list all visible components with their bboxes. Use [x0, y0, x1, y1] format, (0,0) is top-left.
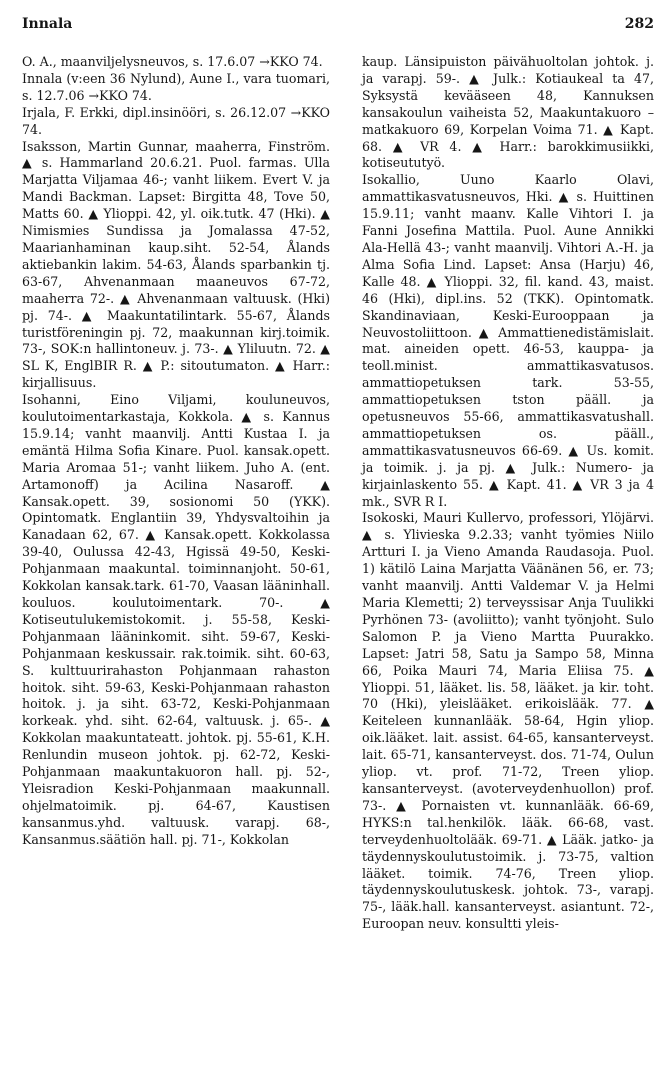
page-header	[22, 16, 654, 40]
right-column	[362, 54, 654, 933]
entry: Isaksson, Martin Gunnar, maaherra, Finström. ▲ s. Hammarland 20.6.21. Puol. farmas. Ulla Marjatta Viljamaa 46-; vanht liikem. Evert V. ja Mandi Backman. Lapset: Birgitta 48, Tove 50, Matts 60. ▲ Ylioppi. 42, yl. oik.tutk. 47 (Hki). ▲ Nimismies Sundissa ja Jomalassa 47-52, Maarianhaminan kaup.siht. 52-54, Ålands aktiebankin lakim. 54-63, Ålands sparbankin tj. 63-67, Ahvenanmaan maaneuvos 67-72, maaherra 72-. ▲ Ahvenanmaan valtuusk. (Hki) pj. 74-. ▲ Maakuntatilintark. 55-67, Ålands turistföreningin pj. 72, maakunnan kirj.toimik. 73-, SOK:n hallintoneuv. j. 73-. ▲ Yliluutn. 72. ▲ SL K, EnglBIR R. ▲ P.: sitoutumaton. ▲ Harr.: kirjallisuus.	[22, 138, 330, 391]
entry: O. A., maanviljelysneuvos, s. 17.6.07 →KKO 74.	[22, 54, 323, 69]
entry: Isohanni, Eino Viljami, kouluneuvos, koulutoimentarkastaja, Kokkola. ▲ s. Kannus 15.9.14; vanht maanvilj. Antti Kustaa I. ja emäntä Hilma Sofia Kinare. Puol. kansak.opett. Maria Aromaa 51-; vanht liikem. Juho A. (ent. Artamonoff) ja Acilina Nasaroff. ▲ Kansak.opett. 39, sosionomi 50 (YKK). Opintomatk. Englantiin 39, Yhdysvaltoihin ja Kanadaan 62, 67. ▲ Kansak.opett. Kokkolassa 39-40, Oulussa 42-43, Hgissä 49-50, Keski-Pohjanmaan maakuntal. toiminnanjoht. 50-61, Kokkolan kansak.tark. 61-70, Vaasan lääninhall. kouluos. koulutoimentark. 70-. ▲ Kotiseutulukemistokomit. j. 55-58, Keski-Pohjanmaan lääninkomit. siht. 59-67, Keski-Pohjanmaan keskussair. rak.toimik. siht. 60-63, S. kulttuurirahaston Pohjanmaan rahaston hoitok. siht. 59-63, Keski-Pohjanmaan rahaston hoitok. j. ja siht. 63-72, Keski-Pohjanmaan korkeak. yhd. siht. 62-64, valtuusk. j. 65-. ▲ Kokkolan maakuntateatt. johtok. pj. 55-61, K.H. Renlundin museon johtok. pj. 62-72, Keski-Pohjanmaan maakuntakuoron hall. pj. 52-, Yleisradion Keski-Pohjanmaan maakunnall. ohjelmatoimik. pj. 64-67, Kaustisen kansanmus.yhd. valtuusk. varapj. 68-, Kansanmus.säätiön hall. pj. 71-, Kokkolan	[22, 392, 330, 847]
entry: Isokallio, Uuno Kaarlo Olavi, ammattikasvatusneuvos, Hki. ▲ s. Huittinen 15.9.11; vanht maanv. Kalle Vihtori I. ja Fanni Josefina Mattila. Puol. Aune Annikki Ala-Hellä 43-; vanht maanvilj. Vihtori A.-H. ja Alma Sofia Lind. Lapset: Ansa (Harju) 46, Kalle 48. ▲ Ylioppi. 32, fil. kand. 43, maist. 46 (Hki), dipl.ins. 52 (TKK). Opintomatk. Skandinaviaan, Keski-Eurooppaan ja Neuvostoliittoon. ▲ Ammattienedistämislait. mat. aineiden opett. 46-53, kauppa- ja teoll.minist. ammattikasvatusos. ammattiopetuksen tark. 53-55, ammattiopetuksen tston pääll. ja opetusneuvos 55-66, ammattikasvatushall. ammattiopetuksen os. pääll., ammattikasvatusneuvos 66-69. ▲ Us. komit. ja toimik. j. ja pj. ▲ Julk.: Numero- ja kirjainlaskento 55. ▲ Kapt. 41. ▲ VR 3 ja 4 mk., SVR R I.	[362, 172, 654, 509]
page-number: 282	[624, 16, 654, 32]
left-column	[22, 54, 330, 849]
entry: Irjala, F. Erkki, dipl.insinööri, s. 26.12.07 →KKO 74.	[22, 104, 330, 137]
entry: kaup. Länsipuiston päivähuoltolan johtok. j. ja varapj. 59-. ▲ Julk.: Kotiaukeal ta 47, Syksystä kevääseen 48, Kannuksen kansakoulun vaiheista 52, Maakuntakuoro – matkakuoro 69, Korpelan Voima 71. ▲ Kapt. 68. ▲ VR 4. ▲ Harr.: barokkimusiikki, kotiseututyö.	[362, 54, 654, 171]
entry: Innala (v:een 36 Nylund), Aune I., vara tuomari, s. 12.7.06 →KKO 74.	[22, 70, 330, 103]
guide-word: Innala	[22, 16, 73, 32]
entry: Isokoski, Mauri Kullervo, professori, Ylöjärvi. ▲ s. Ylivieska 9.2.33; vanht työmies Niilo Artturi I. ja Vieno Amanda Raudasoja. Puol. 1) kätilö Laina Marjatta Väänänen 56, er. 73; vanht maanvilj. Antti Valdemar V. ja Helmi Maria Klemetti; 2) terveyssisar Anja Tuulikki Pyrhönen 73- (avoliitto); vanht työnjoht. Sulo Salomon P. ja Vieno Martta Puurakko. Lapset: Jatri 58, Satu ja Sampo 58, Minna 66, Poika Mauri 74, Maria Eliisa 75. ▲ Ylioppi. 51, lääket. lis. 58, lääket. ja kir. toht. 70 (Hki), yleislääket. erikoislääk. 77. ▲ Keiteleen kunnanlääk. 58-64, Hgin yliop. oik.lääket. lait. assist. 64-65, kansanterveyst. lait. 65-71, kansanterveyst. dos. 71-74, Oulun yliop. vt. prof. 71-72, Treen yliop. kansanterveyst. (avoterveydenhuollon) prof. 73-. ▲ Pornaisten vt. kunnanlääk. 66-69, HYKS:n tal.henkilök. lääk. 66-68, vast. terveydenhuoltolääk. 69-71. ▲ Lääk. jatko- ja täydennyskoulutustoimik. j. 73-75, valtion lääket. toimik. 74-76, Treen yliop. täydennyskoulutuskesk. johtok. 73-, varapj. 75-, lääk.hall. kansanterveyst. asiantunt. 72-, Euroopan neuv. konsultti yleis-	[362, 510, 654, 932]
